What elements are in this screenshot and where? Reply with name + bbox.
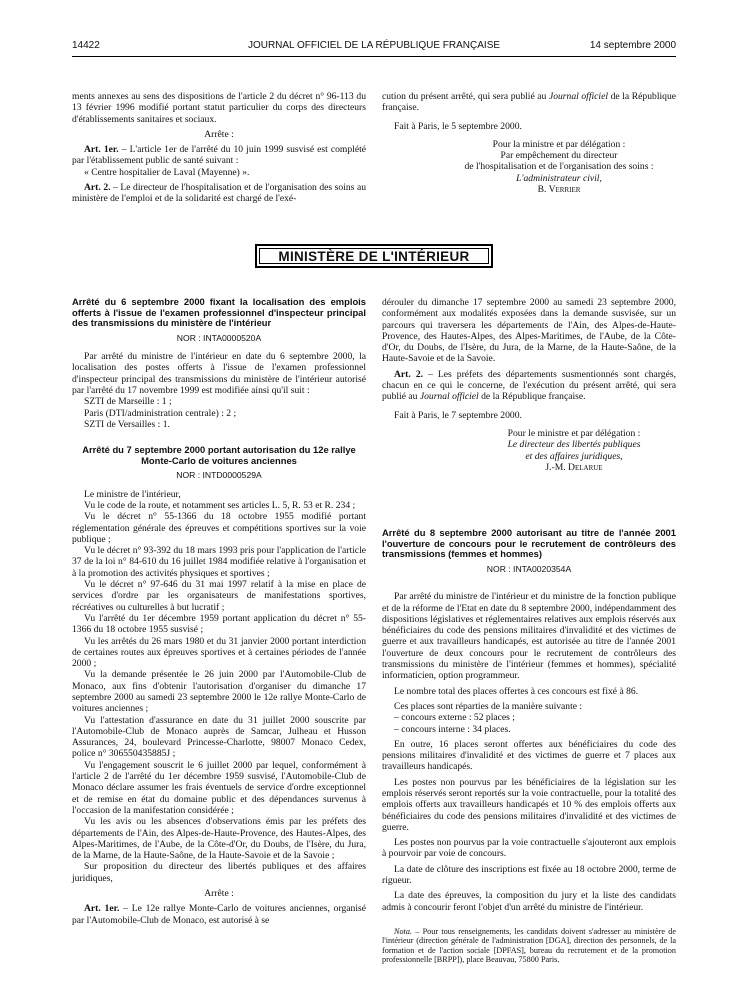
decree-2-title: Arrêté du 7 septembre 2000 portant autorisation du 12e rallye Monte-Carlo de voitures anciennes — [82, 444, 356, 466]
article-label: Art. 2. — [394, 368, 424, 380]
journal-title: JOURNAL OFFICIEL DE LA RÉPUBLIQUE FRANÇAISE — [247, 40, 501, 51]
right-column — [382, 297, 676, 965]
header-rule — [72, 56, 676, 57]
top-right-column — [382, 91, 676, 195]
decree-2-paragraph: Vu l'arrêté du 1er décembre 1959 portant application du décret n° 55-1366 du 18 octobre 1955 susvisé ; — [72, 612, 366, 636]
list-item: SZTI de Marseille : 1 ; — [84, 396, 172, 408]
decree-3-note — [382, 927, 676, 965]
decree-1-nor: NOR : INTA0000520A — [176, 332, 262, 343]
journal-officiel-ref: Journal officiel — [548, 91, 609, 102]
decree-3-paragraph: La date de clôture des inscriptions est fixée au 18 octobre 2000, terme de rigueur. — [382, 863, 676, 887]
signature-line: Pour le ministre et par délégation : — [507, 427, 641, 439]
decree-3-paragraph: En outre, 16 places seront offertes aux bénéficiaires du code des pensions militaires d'invalidité et des victimes de guerre et 7 places aux travailleurs handicapés. — [382, 738, 676, 773]
signatory-name: B. Verrier — [537, 184, 581, 196]
decree-3-nor: NOR : INTA0020354A — [486, 563, 572, 574]
article-2-label: Art. 2. — [84, 182, 111, 194]
continued-paragraph — [382, 91, 676, 114]
left-column — [72, 297, 366, 926]
text-segment: cution du présent arrêté, qui sera publié au — [382, 91, 549, 102]
text-segment: de la République française. — [478, 391, 586, 403]
issue-date: 14 septembre 2000 — [589, 40, 676, 51]
note-label: Nota. — [394, 926, 412, 936]
note-text: – Pour tous renseignements, les candidats doivent s'adresser au ministère de l'intérieur (direction générale de l'administration [DGA], direction des personnels, de la formation et de l'action sociale [DPFAS], bureau du recrutement et de la promotion professionnelle [BRPP]), place Beauvau, 75800 Paris. — [382, 926, 676, 965]
signature-title: et des affaires juridiques, — [525, 450, 623, 462]
article-1-text: – L'article 1er de l'arrêté du 10 juin 1999 susvisé est complété par l'établissement public de santé suivant : — [72, 144, 367, 167]
decree-2-paragraph: Vu le décret n° 55-1366 du 18 octobre 1955 modifié portant réglementation générale des épreuves et compétitions sportives sur la voie publique ; — [72, 511, 366, 545]
arrete-heading: Arrête : — [204, 888, 234, 900]
article-2 — [72, 182, 366, 205]
top-left-column — [72, 91, 366, 205]
decree-2-article-1-continued: dérouler du dimanche 17 septembre 2000 au samedi 23 septembre 2000, conformément aux modalités exposées dans la demande susvisée, sur un parcours qui traversera les départements de l'Ain, des Alpes-de-Haute-Provence, des Hautes-Alpes, des Alpes-Maritimes, de l'Aube, de la Côte-d'Or, du Doubs, de l'Isère, du Jura, de la Marne, de la Haute-Saône, de la Haute-Savoie et de la Savoie. — [382, 297, 676, 365]
article-1-label: Art. 1er. — [84, 144, 119, 156]
continued-paragraph: ments annexes au sens des dispositions de l'article 2 du décret n° 96-113 du 13 février 1996 modifié portant statut particulier du corps des directeurs d'établissements sanitaires et sociaux. — [72, 91, 366, 125]
signature-line: Pour la ministre et par délégation : — [492, 138, 626, 150]
decree-1-title: Arrêté du 6 septembre 2000 fixant la localisation des emplois offerts à l'issue de l'examen professionnel d'inspecteur principal des transmissions du ministère de l'intérieur — [72, 296, 366, 329]
decree-3-paragraph: La date des épreuves, la composition du jury et la liste des candidats admis à concourir feront l'objet d'un arrêté du ministre de l'intérieur. — [382, 890, 676, 913]
decree-2-paragraph: Le ministre de l'intérieur, — [84, 488, 181, 500]
page-number: 14422 — [72, 40, 100, 51]
text-segment: – Les préfets des départements susmentionnés sont chargés, chacun en ce qui le concerne, de l'exécution du présent arrêté, qui sera publié au — [382, 368, 676, 403]
fait-a-paris: Fait à Paris, le 7 septembre 2000. — [394, 409, 522, 421]
decree-3-paragraph: Par arrêté du ministre de l'intérieur et du ministre de la fonction publique et de la réforme de l'Etat en date du 8 septembre 2000, indépendamment des dispositions législatives et réglementaires relatives aux emplois réservés aux bénéficiaires du code des pensions militaires d'invalidité et des victimes de guerre et aux travailleurs handicapés, est autorisée au titre de l'année 2001 l'ouverture de deux concours pour le recrutement de contrôleurs des transmissions du ministère de l'intérieur (femmes et hommes), spécialité informaticien, option programmeur. — [382, 591, 676, 682]
signature-title: L'administrateur civil, — [516, 172, 602, 184]
article-2-text: – Le directeur de l'hospitalisation et de l'organisation des soins au ministère de l'emploi et de la solidarité est chargé de l'exé- — [72, 182, 366, 205]
decree-3-paragraph: Les postes non pourvus par les bénéficiaires de la législation sur les emplois réservés seront reportés sur la voie contractuelle, pour la totalité des emplois offerts aux travailleurs handicapés et 10 % des emplois offerts aux bénéficiaires du code des pensions militaires d'invalidité et des victimes de guerre. — [382, 776, 676, 833]
decree-2-paragraph: Vu l'attestation d'assurance en date du 31 juillet 2000 souscrite par l'Automobile-Club de Monaco auprès de Samcar, Julheau et Husson Assurances, 24, boulevard Princesse-Charlotte, 98007 Monaco Cedex, police n° 306550435885J ; — [72, 714, 366, 760]
list-item: – concours externe : 52 places ; — [394, 712, 515, 724]
signature-line: de l'hospitalisation et de l'organisation des soins : — [464, 161, 654, 173]
decree-2-paragraph: Sur proposition du directeur des libertés publiques et des affaires juridiques, — [72, 861, 366, 884]
decree-2-article-2 — [382, 369, 676, 403]
signatory-name: J.-M. Delarue — [545, 461, 603, 473]
list-item: SZTI de Versailles : 1. — [84, 418, 170, 430]
fait-a-paris: Fait à Paris, le 5 septembre 2000. — [394, 120, 522, 132]
signature-title: Le directeur des libertés publiques — [507, 439, 641, 451]
list-item: – concours interne : 34 places. — [394, 723, 511, 735]
decree-2-article-1 — [72, 903, 366, 926]
decree-2-paragraph: Vu le code de la route, et notamment ses articles L. 5, R. 53 et R. 234 ; — [84, 499, 356, 511]
decree-2-paragraph: Vu la demande présentée le 26 juin 2000 par l'Automobile-Club de Monaco, aux fins d'obtenir l'autorisation d'organiser du dimanche 17 septembre 2000 au samedi 23 septembre 2000 le 12e rallye Monte-Carlo de voitures anciennes ; — [72, 669, 366, 715]
running-header — [72, 40, 676, 56]
decree-2-paragraph: Vu le décret n° 93-392 du 18 mars 1993 pris pour l'application de l'article 37 de la loi n° 84-610 du 16 juillet 1984 modifiée relative à l'organisation et à la promotion des activités physiques et sportives ; — [72, 545, 366, 579]
article-1-quote: « Centre hospitalier de Laval (Mayenne) ». — [84, 166, 250, 178]
text-segment: de la République française. — [382, 91, 677, 114]
decree-3-paragraph: Les postes non pourvus par la voie contractuelle s'ajouteront aux emplois à pourvoir par voie de concours. — [382, 837, 676, 860]
arrete-heading: Arrête : — [204, 128, 234, 140]
decree-2-nor: NOR : INTD0000529A — [176, 470, 262, 481]
signature-line: Par empêchement du directeur — [500, 150, 618, 162]
decree-3-paragraph: Le nombre total des places offertes à ces concours est fixé à 86. — [394, 685, 639, 697]
ministry-heading-box — [255, 244, 493, 268]
decree-2-paragraph: Vu l'engagement souscrit le 6 juillet 2000 par lequel, conformément à l'article 2 de l'arrêté du 1er décembre 1959 susvisé, l'Automobile-Club de Monaco déclare assumer les frais éventuels de service d'ordre exceptionnel et de remise en état du domaine public et des dépendances survenus à l'occasion de la manifestation considérée ; — [72, 759, 366, 816]
article-text: – Le 12e rallye Monte-Carlo de voitures anciennes, organisé par l'Automobile-Club de Monaco, est autorisé à se — [72, 903, 366, 926]
decree-3-paragraph: Ces places sont réparties de la manière suivante : — [394, 700, 583, 712]
decree-2-paragraph: Vu le décret n° 97-646 du 31 mai 1997 relatif à la mise en place de services d'ordre par les organisateurs de manifestations sportives, récréatives ou culturelles à but lucratif ; — [72, 579, 366, 613]
journal-officiel-ref: Journal officiel — [419, 391, 479, 403]
list-item: Paris (DTI/administration centrale) : 2 ; — [84, 407, 237, 419]
ministry-heading: MINISTÈRE DE L'INTÉRIEUR — [259, 248, 489, 264]
decree-1-body: Par arrêté du ministre de l'intérieur en date du 6 septembre 2000, la localisation des postes offerts à l'issue de l'examen professionnel d'inspecteur principal des transmissions du ministère de l'intérieur autorisé par l'arrêté du 17 novembre 1999 est modifiée ainsi qu'il suit : — [72, 351, 366, 396]
article-label: Art. 1er. — [84, 903, 120, 915]
decree-3-title: Arrêté du 8 septembre 2000 autorisant au titre de l'année 2001 l'ouverture de concours pour le recrutement de contrôleurs des transmissions (femmes et hommes) — [382, 527, 676, 560]
decree-2-paragraph: Vu les arrêtés du 26 mars 1980 et du 31 janvier 2000 portant interdiction de certaines routes aux épreuves sportives et à certaines périodes de l'année 2000 ; — [72, 635, 366, 670]
article-1 — [72, 144, 366, 167]
decree-2-paragraph: Vu les avis ou les absences d'observations émis par les préfets des départements de l'Ain, des Alpes-de-Haute-Provence, des Hautes-Alpes, des Alpes-Maritimes, de l'Aube, de la Côte-d'Or, du Doubs, de l'Isère, du Jura, de la Marne, de la Haute-Saône, de la Haute-Savoie et de la Savoie ; — [72, 816, 366, 862]
